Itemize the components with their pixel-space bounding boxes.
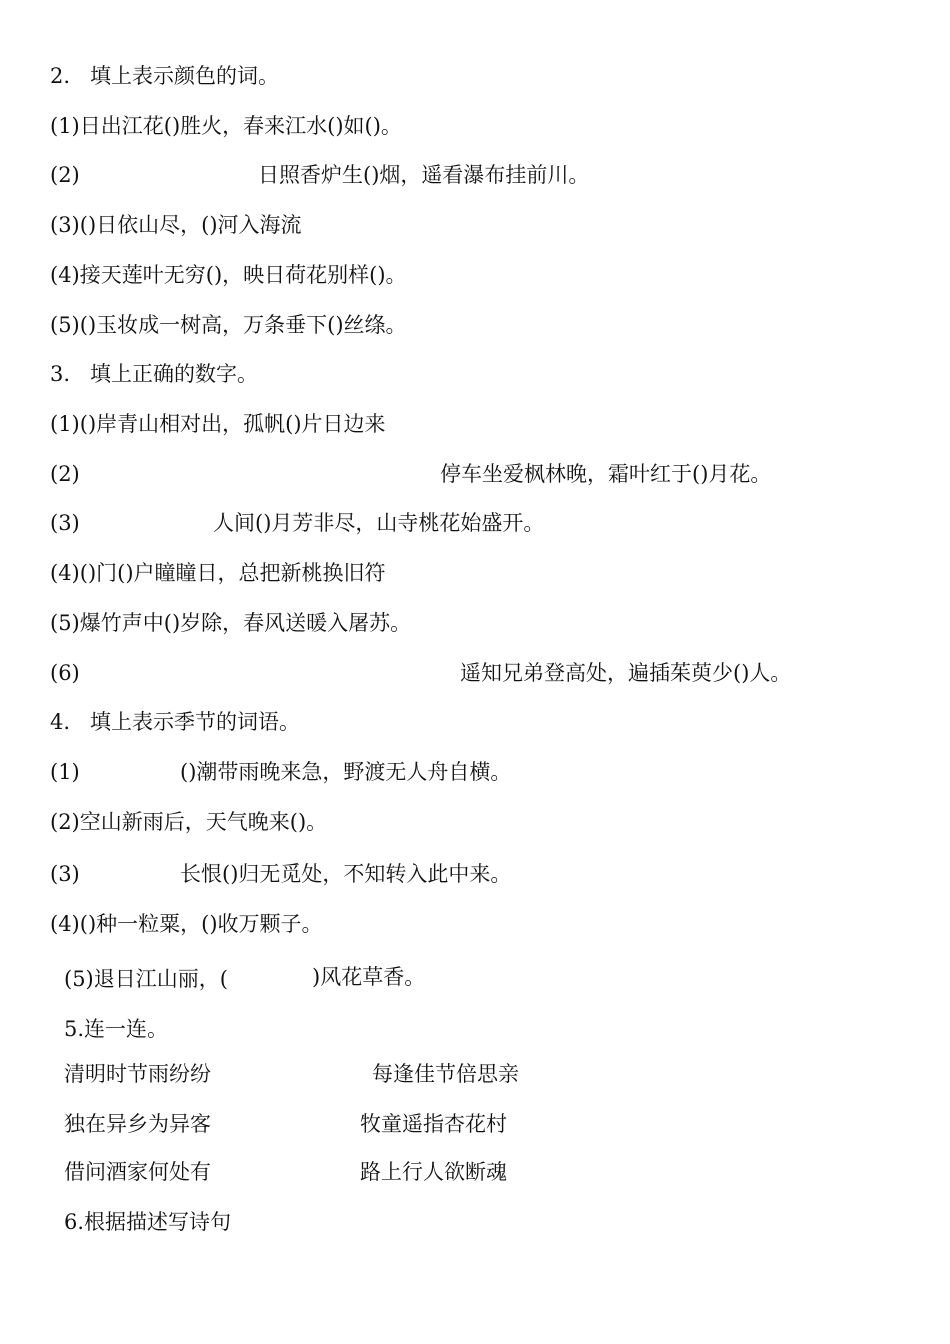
question-2-item-2-number: (2) <box>50 163 80 187</box>
question-2-item-1: (1)日出江花()胜火，春来江水()如()。 <box>50 114 402 138</box>
question-4-item-1-text: ()潮带雨晚来急，野渡无人舟自横。 <box>180 760 512 784</box>
question-4-item-4: (4)()种一粒粟，()收万颗子。 <box>50 912 323 936</box>
match-left-2: 独在异乡为异客 <box>64 1112 211 1136</box>
question-5-heading: 5.连一连。 <box>64 1017 169 1041</box>
question-3-item-3-text: 人间()月芳非尽，山寺桃花始盛开。 <box>213 511 545 535</box>
question-3-item-2-number: (2) <box>50 462 80 486</box>
question-6-heading: 6.根据描述写诗句 <box>64 1210 232 1234</box>
question-4-heading: 4. 填上表示季节的词语。 <box>50 710 301 734</box>
question-4-item-1-number: (1) <box>50 760 80 784</box>
question-4-item-3-number: (3) <box>50 862 80 886</box>
question-3-item-6-text: 遥知兄弟登高处，遍插茱萸少()人。 <box>460 661 792 685</box>
question-2-item-5: (5)()玉妆成一树高，万条垂下()丝绦。 <box>50 313 407 337</box>
question-2-item-3: (3)()日依山尽，()河入海流 <box>50 213 302 237</box>
match-right-3: 路上行人欲断魂 <box>360 1160 507 1184</box>
question-3-item-5: (5)爆竹声中()岁除，春风送暖入屠苏。 <box>50 611 412 635</box>
question-3-item-1: (1)()岸青山相对出，孤帆()片日边来 <box>50 412 386 436</box>
question-4-item-3-text: 长恨()归无觅处，不知转入此中来。 <box>180 862 512 886</box>
question-3-item-6-number: (6) <box>50 661 80 685</box>
question-4-item-5-end: )风花草香。 <box>312 965 426 989</box>
question-3-heading: 3. 填上正确的数字。 <box>50 362 259 386</box>
question-2-heading: 2. 填上表示颜色的词。 <box>50 64 280 88</box>
question-4-item-5-start: (5)退日江山丽，( <box>64 967 228 991</box>
question-3-item-4: (4)()门()户瞳瞳日，总把新桃换旧符 <box>50 561 386 585</box>
question-3-item-2-text: 停车坐爱枫林晚，霜叶红于()月花。 <box>440 462 772 486</box>
question-4-item-2: (2)空山新雨后，天气晚来()。 <box>50 810 328 834</box>
match-right-2: 牧童遥指杏花村 <box>360 1112 507 1136</box>
question-2-item-2-text: 日照香炉生()烟，遥看瀑布挂前川。 <box>258 163 590 187</box>
match-left-1: 清明时节雨纷纷 <box>64 1062 211 1086</box>
match-left-3: 借问酒家何处有 <box>64 1160 211 1184</box>
question-2-item-4: (4)接天莲叶无穷()，映日荷花别样()。 <box>50 263 407 287</box>
question-3-item-3-number: (3) <box>50 511 80 535</box>
match-right-1: 每逢佳节倍思亲 <box>372 1062 519 1086</box>
